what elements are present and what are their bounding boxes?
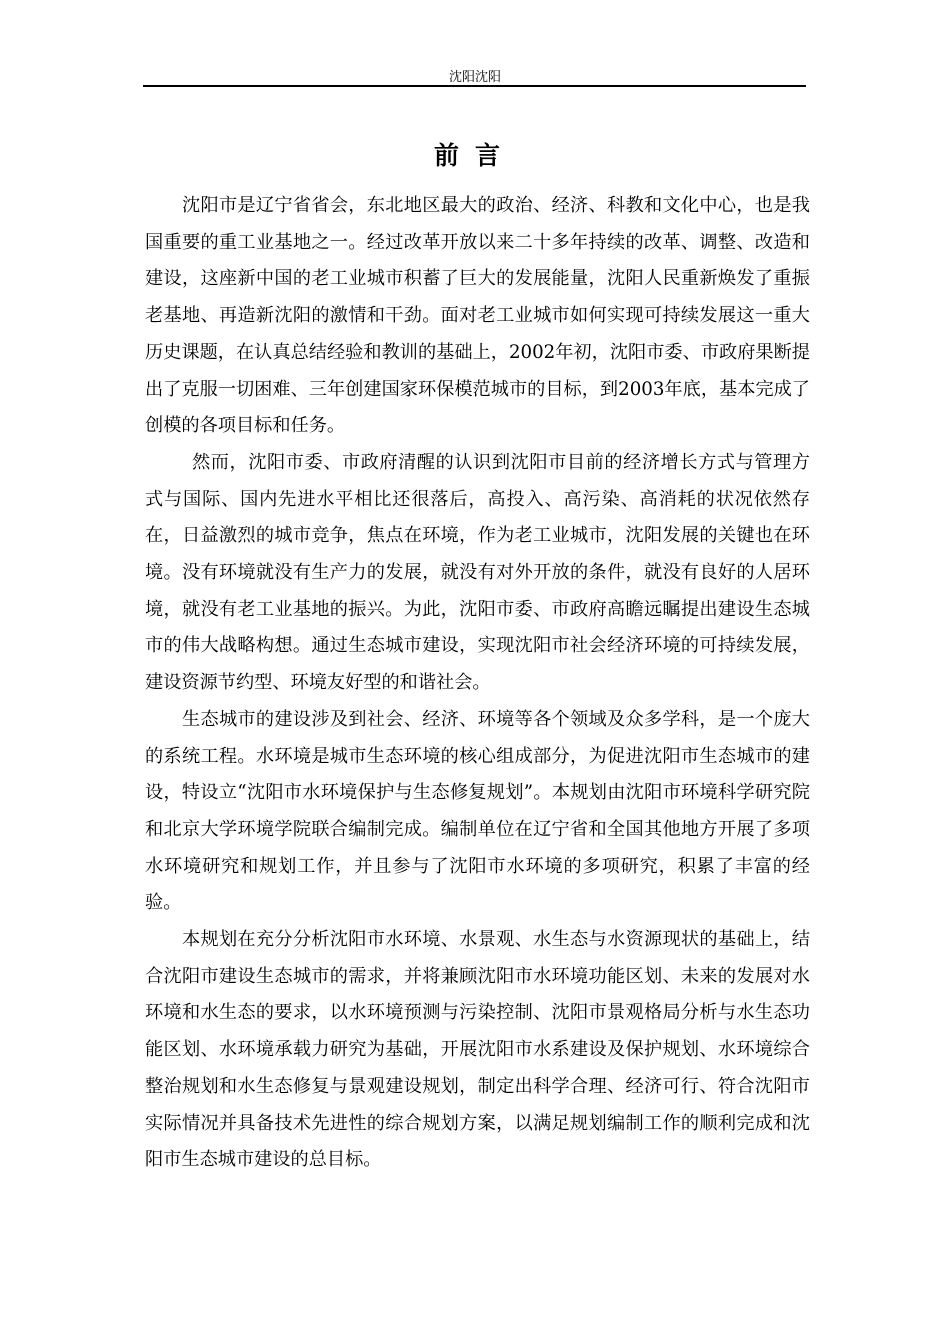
paragraph-3: 生态城市的建设涉及到社会、经济、环境等各个领域及众多学科，是一个庞大的系统工程。水环境是城市生态环境的核心组成部分，为促进沈阳市生态城市的建设，特设立“沈阳市水环境保护与生态修复规划”。本规划由沈阳市环境科学研究院和北京大学环境学院联合编制完成。编制单位在辽宁省和全国其他地方开展了多项水环境研究和规划工作，并且参与了沈阳市水环境的多项研究，积累了丰富的经验。 (145, 708, 810, 914)
paragraph-2: 然而，沈阳市委、市政府清醒的认识到沈阳市目前的经济增长方式与管理方式与国际、国内先进水平相比还很落后，高投入、高污染、高消耗的状况依然存在，日益激烈的城市竞争，焦点在环境，作为老工业城市，沈阳发展的关键也在环境。没有环境就没有生产力的发展，就没有对外开放的条件，就没有良好的人居环境，就没有老工业基地的振兴。为此，沈阳市委、市政府高瞻远瞩提出建设生态城市的伟大战略构想。通过生态城市建设，实现沈阳市社会经济环境的可持续发展，建设资源节约型、环境友好型的和谐社会。 (145, 451, 810, 694)
paragraph-1: 沈阳市是辽宁省省会，东北地区最大的政治、经济、科教和文化中心，也是我国重要的重工业基地之一。经过改革开放以来二十多年持续的改革、调整、改造和建设，这座新中国的老工业城市积蓄了巨大的发展能量，沈阳人民重新焕发了重振老基地、再造新沈阳的激情和干劲。面对老工业城市如何实现可持续发展这一重大历史课题，在认真总结经验和教训的基础上，2002年初，沈阳市委、市政府果断提出了克服一切困难、三年创建国家环保模范城市的目标，到2003年底，基本完成了创模的各项目标和任务。 (145, 195, 810, 437)
page-title: 前言 (433, 141, 516, 170)
paragraph-4: 本规划在充分分析沈阳市水环境、水景观、水生态与水资源现状的基础上，结合沈阳市建设生态城市的需求，并将兼顾沈阳市水环境功能区划、未来的发展对水环境和水生态的要求，以水环境预测与污染控制、沈阳市景观格局分析与水生态功能区划、水环境承载力研究为基础，开展沈阳市水系建设及保护规划、水环境综合整治规划和水生态修复与景观建设规划，制定出科学合理、经济可行、符合沈阳市实际情况并具备技术先进性的综合规划方案，以满足规划编制工作的顺利完成和沈阳市生态城市建设的总目标。 (145, 929, 810, 1171)
page-header: 沈阳沈阳 (448, 70, 501, 85)
header-rule (143, 85, 806, 87)
document-body (145, 188, 810, 1179)
